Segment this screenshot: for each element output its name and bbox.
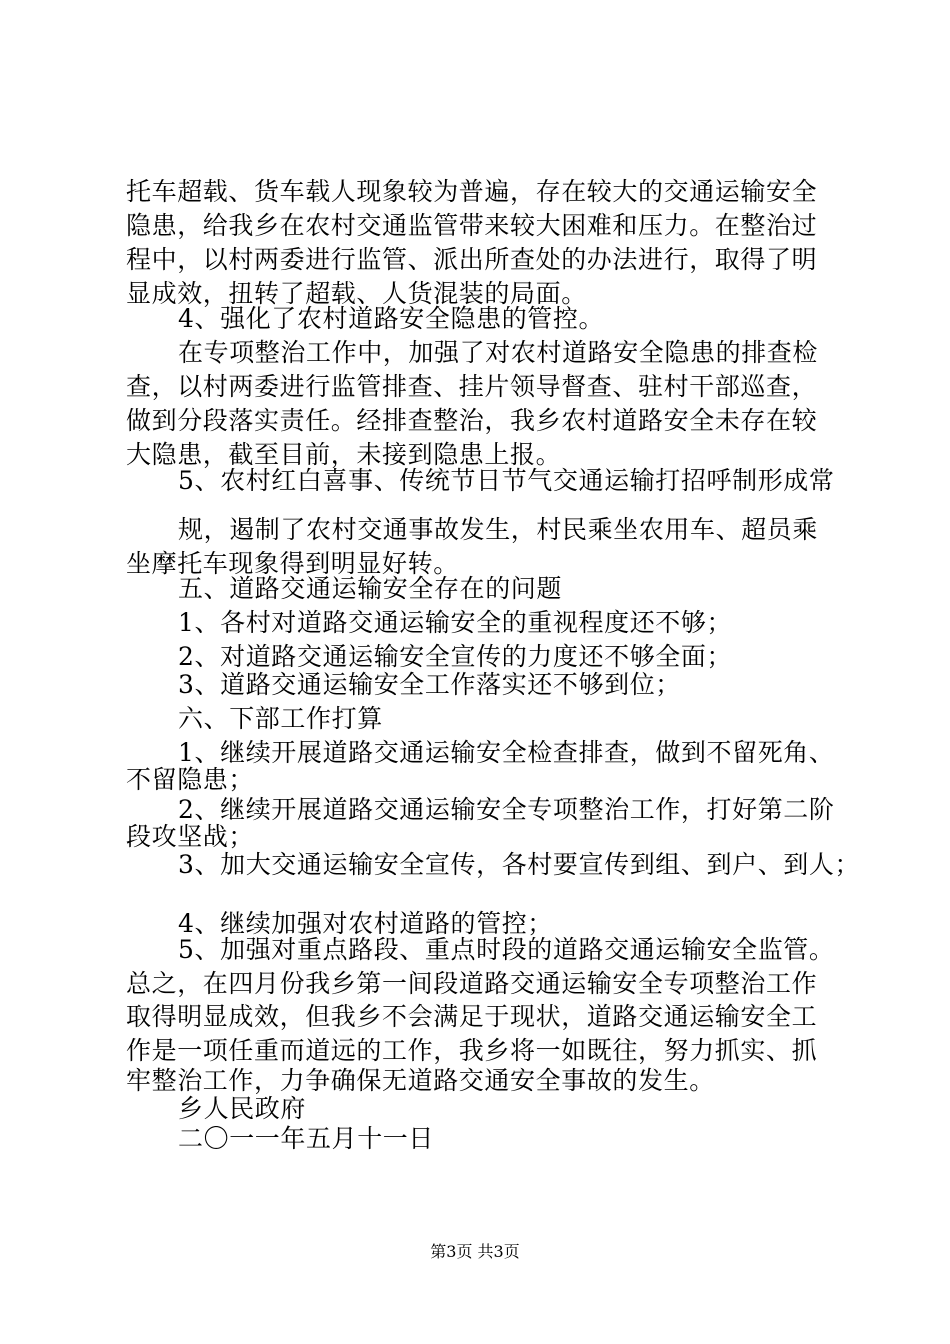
page-footer: 第3页 共3页: [430, 1242, 520, 1261]
list-item: 4、继续加强对农村道路的管控；: [178, 909, 553, 938]
signature-date: 二〇一一年五月十一日: [178, 1124, 435, 1153]
body-line: 在专项整治工作中，加强了对农村道路安全隐患的排查检: [178, 338, 819, 367]
body-line: 总之，在四月份我乡第一间段道路交通运输安全专项整治工作: [126, 969, 818, 998]
body-line: 托车超载、货车载人现象较为普遍，存在较大的交通运输安全: [126, 177, 818, 206]
section-heading: 5、农村红白喜事、传统节日节气交通运输打招呼制形成常: [178, 466, 835, 495]
signature-issuer: 乡人民政府: [178, 1094, 307, 1123]
body-line: 大隐患，截至目前，未接到隐患上报。: [126, 440, 562, 469]
section-heading: 五、道路交通运输安全存在的问题: [178, 574, 563, 603]
body-line: 坐摩托车现象得到明显好转。: [126, 549, 459, 578]
body-line: 程中，以村两委进行监管、派出所查处的办法进行，取得了明: [126, 245, 818, 274]
list-item-continuation: 段攻坚战；: [126, 822, 255, 851]
body-line: 作是一项任重而道远的工作，我乡将一如既往，努力抓实、抓: [126, 1036, 818, 1065]
body-line: 规，遏制了农村交通事故发生，村民乘坐农用车、超员乘: [178, 515, 819, 544]
section-heading: 六、下部工作打算: [178, 704, 383, 733]
list-item: 2、继续开展道路交通运输安全专项整治工作，打好第二阶: [178, 795, 835, 824]
list-item: 1、各村对道路交通运输安全的重视程度还不够；: [178, 608, 733, 637]
section-heading: 4、强化了农村道路安全隐患的管控。: [178, 304, 605, 333]
list-item: 3、加大交通运输安全宣传，各村要宣传到组、到户、到人；: [178, 850, 861, 879]
list-item-continuation: 不留隐患；: [126, 765, 255, 794]
list-item: 2、对道路交通运输安全宣传的力度还不够全面；: [178, 642, 733, 671]
list-item: 3、道路交通运输安全工作落实还不够到位；: [178, 670, 681, 699]
body-line: 取得明显成效，但我乡不会满足于现状，道路交通运输安全工: [126, 1002, 818, 1031]
list-item: 1、继续开展道路交通运输安全检查排查，做到不留死角、: [178, 738, 835, 767]
body-line: 查，以村两委进行监管排查、挂片领导督查、驻村干部巡查，: [126, 372, 818, 401]
list-item: 5、加强对重点路段、重点时段的道路交通运输安全监管。: [178, 935, 835, 964]
body-line: 做到分段落实责任。经排查整治，我乡农村道路安全未存在较: [126, 406, 818, 435]
body-line: 牢整治工作，力争确保无道路交通安全事故的发生。: [126, 1066, 715, 1095]
body-line: 隐患，给我乡在农村交通监管带来较大困难和压力。在整治过: [126, 211, 818, 240]
body-line: 显成效，扭转了超载、人货混装的局面。: [126, 279, 587, 308]
